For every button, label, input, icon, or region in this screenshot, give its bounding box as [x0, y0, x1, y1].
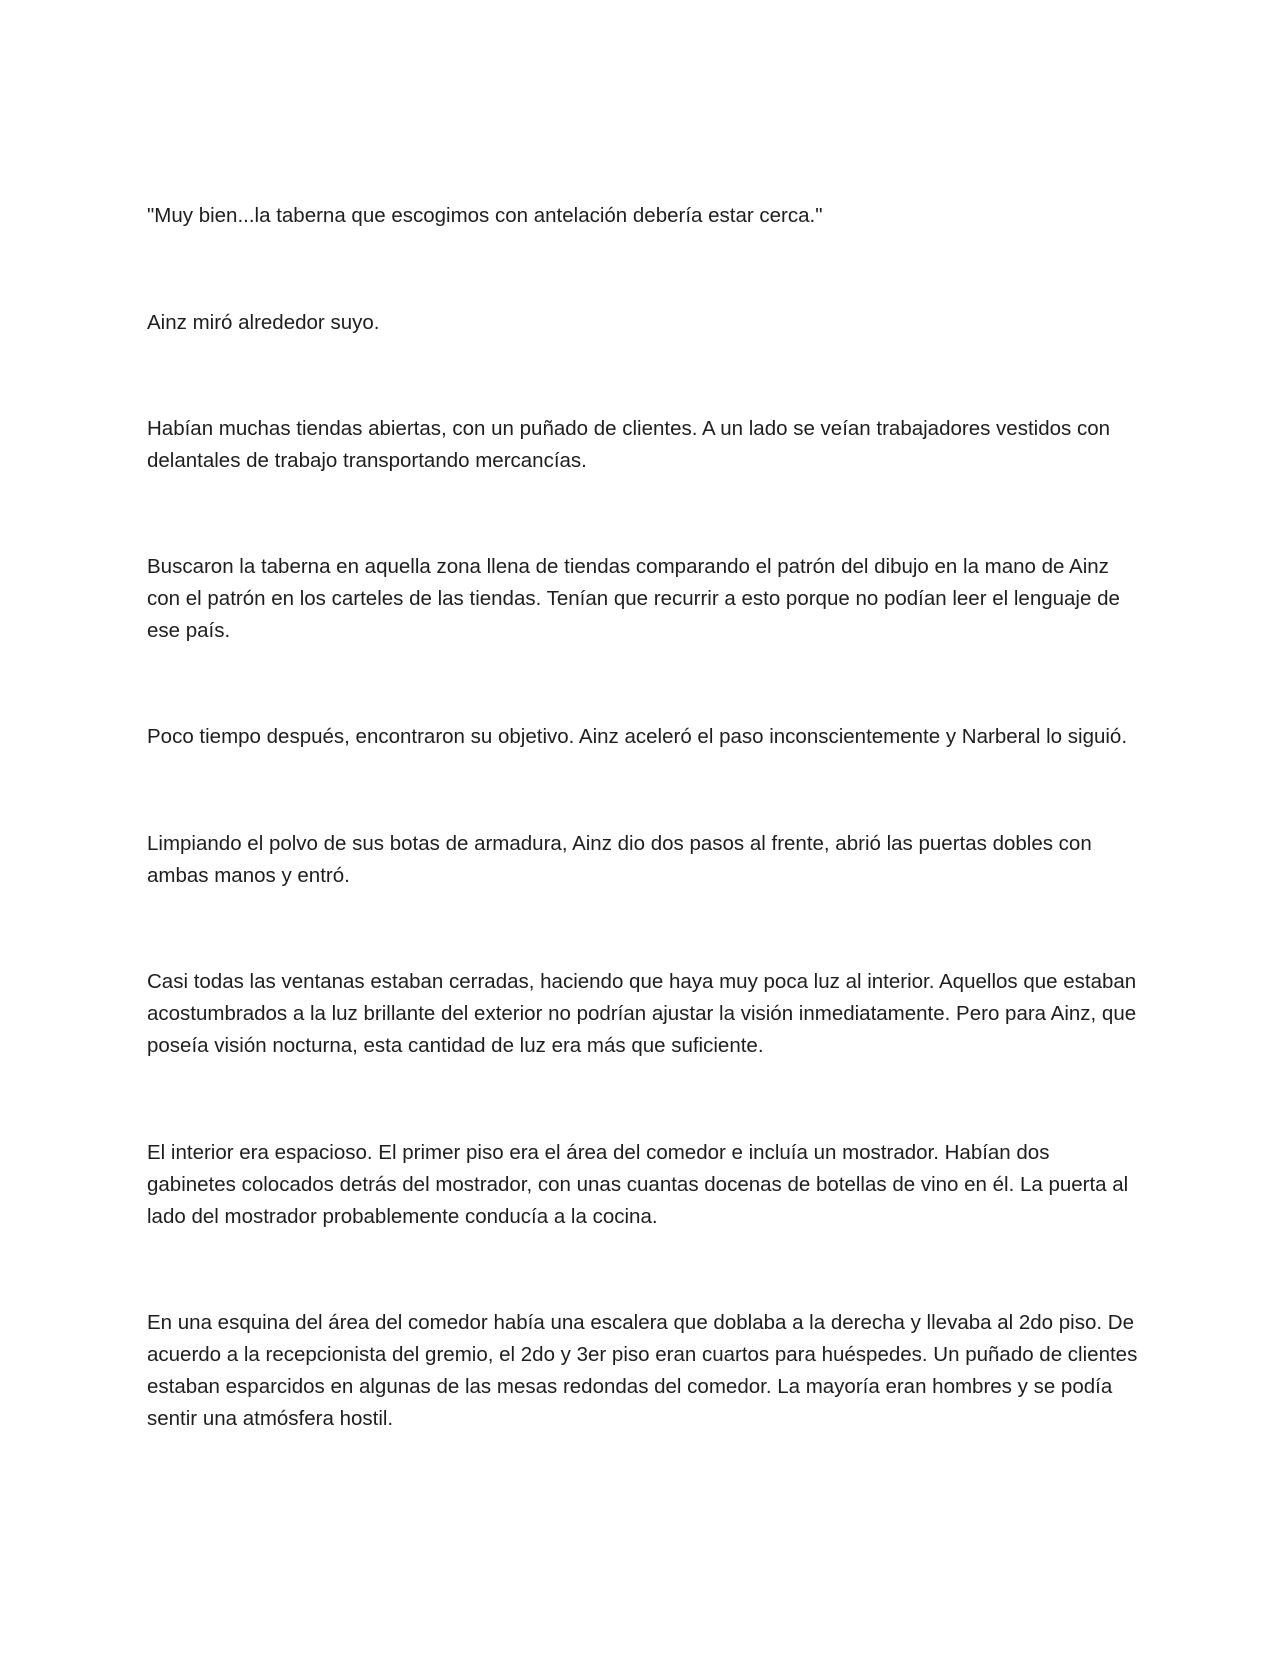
document-body [147, 200, 1139, 1435]
paragraph-1: "Muy bien...la taberna que escogimos con antelación debería estar cerca." [147, 204, 823, 227]
paragraph-2: Ainz miró alrededor suyo. [147, 311, 380, 334]
paragraph-9: En una esquina del área del comedor había una escalera que doblaba a la derecha y llevaba al 2do piso. De acuerdo a la recepcionista del gremio, el 2do y 3er piso eran cuartos para huéspedes. Un puñado de clientes estaban esparcidos en algunas de las mesas redondas del comedor. La mayoría eran hombres y se podía sentir una atmósfera hostil. [147, 1311, 1138, 1430]
paragraph-8: El interior era espacioso. El primer piso era el área del comedor e incluía un mostrador. Habían dos gabinetes colocados detrás del mostrador, con unas cuantas docenas de botellas de vino en él. La puerta al lado del mostrador probablemente conducía a la cocina. [147, 1141, 1129, 1228]
paragraph-7: Casi todas las ventanas estaban cerradas, haciendo que haya muy poca luz al interior. Aquellos que estaban acostumbrados a la luz brillante del exterior no podrían ajustar la visión inmediatamente. Pero para Ainz, que poseía visión nocturna, esta cantidad de luz era más que suficiente. [147, 970, 1137, 1057]
paragraph-3: Habían muchas tiendas abiertas, con un puñado de clientes. A un lado se veían trabajadores vestidos con delantales de trabajo transportando mercancías. [147, 417, 1110, 472]
paragraph-5: Poco tiempo después, encontraron su objetivo. Ainz aceleró el paso inconscientemente y Narberal lo siguió. [147, 725, 1128, 748]
paragraph-4: Buscaron la taberna en aquella zona llena de tiendas comparando el patrón del dibujo en la mano de Ainz con el patrón en los carteles de las tiendas. Tenían que recurrir a esto porque no podían leer el lenguaje de ese país. [147, 555, 1120, 642]
paragraph-6: Limpiando el polvo de sus botas de armadura, Ainz dio dos pasos al frente, abrió las puertas dobles con ambas manos y entró. [147, 832, 1092, 887]
